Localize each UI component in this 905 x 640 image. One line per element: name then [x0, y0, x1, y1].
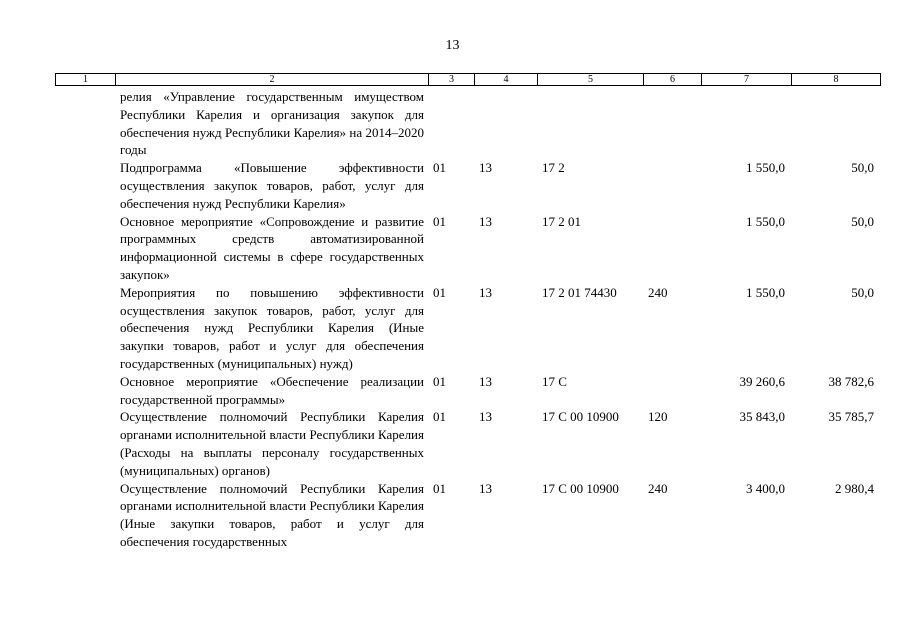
row-amount-1: 1 550,0: [746, 160, 785, 176]
table-row: [55, 480, 880, 551]
row-section: 01: [433, 213, 446, 229]
row-expense-type: [643, 213, 701, 284]
header-col-3: 3: [429, 74, 475, 86]
header-row: [56, 74, 881, 86]
row-amount-1: 35 843,0: [739, 409, 785, 425]
row-expense-type: 240: [648, 480, 668, 496]
row-num-cell: [55, 159, 115, 212]
row-amount-1: 39 260,6: [739, 373, 785, 389]
row-subsection: [474, 88, 537, 159]
header-col-8: 8: [792, 74, 881, 86]
row-name: Осуществление полномочий Республики Карелия органами исполнительной власти Республики Карелия (Расходы на выплаты персоналу государственных (муниципальных) органов): [120, 409, 424, 478]
row-section: 01: [433, 373, 446, 389]
row-amount-2: [791, 88, 880, 159]
row-name: Основное мероприятие «Сопровождение и развитие программных средств автоматизированной информационной системы в сфере государственных закупок»: [120, 213, 424, 282]
row-subsection: 13: [479, 213, 492, 229]
header-col-2: 2: [116, 74, 429, 86]
row-expense-type: [643, 88, 701, 159]
row-num-cell: [55, 284, 115, 373]
row-section: 01: [433, 480, 446, 496]
table-row: [55, 408, 880, 479]
row-name: Основное мероприятие «Обеспечение реализации государственной программы»: [120, 373, 424, 407]
row-amount-1: 1 550,0: [746, 213, 785, 229]
row-name: Мероприятия по повышению эффективности осуществления закупок товаров, работ, услуг для обеспечения нужд Республики Карелия (Иные закупки товаров, работ и услуг для обеспечения государственных (муниципальных) нужд): [120, 284, 424, 371]
row-target-article: 17 2: [542, 160, 565, 176]
row-amount-1: [701, 88, 791, 159]
row-num-cell: [55, 480, 115, 551]
row-target-article: 17 2 01: [542, 213, 581, 229]
row-amount-2: 50,0: [851, 284, 874, 300]
row-name: Осуществление полномочий Республики Карелия органами исполнительной власти Республики Карелия (Иные закупки товаров, работ и услуг для обеспечения государственных: [120, 480, 424, 549]
header-col-5: 5: [538, 74, 644, 86]
row-amount-2: 38 782,6: [828, 373, 874, 389]
page-number: 13: [445, 38, 460, 53]
row-target-article: 17 2 01 74430: [542, 284, 617, 300]
row-amount-2: 35 785,7: [828, 409, 874, 425]
row-subsection: 13: [479, 480, 492, 496]
row-subsection: 13: [479, 409, 492, 425]
table-row: [55, 284, 880, 373]
row-target-article: 17 С: [542, 373, 567, 389]
header-col-6: 6: [644, 74, 702, 86]
table-row: [55, 373, 880, 409]
header-col-1: 1: [56, 74, 116, 86]
header-col-7: 7: [702, 74, 792, 86]
row-amount-2: 50,0: [851, 160, 874, 176]
header-col-4: 4: [475, 74, 538, 86]
row-subsection: 13: [479, 284, 492, 300]
budget-table: [55, 88, 880, 551]
row-name: Подпрограмма «Повышение эффективности осуществления закупок товаров, работ, услуг для обеспечения нужд Республики Карелия»: [120, 160, 424, 211]
row-subsection: 13: [479, 160, 492, 176]
table-row: [55, 88, 880, 159]
row-num-cell: [55, 373, 115, 409]
row-section: 01: [433, 409, 446, 425]
table-row: [55, 213, 880, 284]
row-section: 01: [433, 284, 446, 300]
column-number-header: [55, 73, 881, 86]
row-subsection: 13: [479, 373, 492, 389]
row-amount-1: 1 550,0: [746, 284, 785, 300]
row-section: [428, 88, 474, 159]
row-num-cell: [55, 408, 115, 479]
row-name: релия «Управление государственным имуществом Республики Карелия и организация закупок для обеспечения нужд Республики Карелия» на 2014–2020 годы: [120, 89, 424, 158]
row-target-article: 17 С 00 10900: [542, 409, 619, 425]
row-target-article: 17 С 00 10900: [542, 480, 619, 496]
row-section: 01: [433, 160, 446, 176]
row-amount-2: 2 980,4: [835, 480, 874, 496]
row-expense-type: 240: [648, 284, 668, 300]
row-expense-type: 120: [648, 409, 668, 425]
row-amount-1: 3 400,0: [746, 480, 785, 496]
row-expense-type: [643, 373, 701, 409]
row-num-cell: [55, 213, 115, 284]
table-row: [55, 159, 880, 212]
row-target-article: [537, 88, 643, 159]
row-num-cell: [55, 88, 115, 159]
row-expense-type: [643, 159, 701, 212]
row-amount-2: 50,0: [851, 213, 874, 229]
